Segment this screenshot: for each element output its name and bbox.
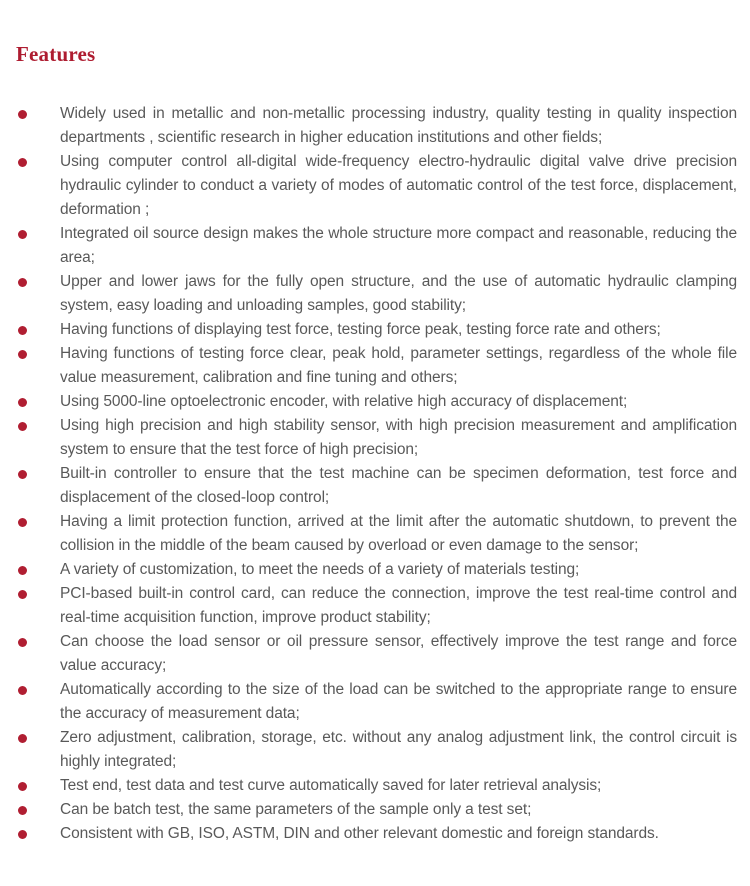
feature-item [0, 150, 737, 222]
feature-text: Test end, test data and test curve automatically saved for later retrieval analysis; [60, 777, 602, 794]
features-list [0, 102, 750, 870]
feature-text: Having functions of testing force clear, peak hold, parameter settings, regardless of the whole file value measurement, calibration and fine tuning and others; [60, 345, 737, 386]
bullet-icon [18, 110, 27, 119]
bullet-icon [18, 686, 27, 695]
bullet-icon [18, 590, 27, 599]
feature-text: Having a limit protection function, arrived at the limit after the automatic shutdown, to prevent the collision in the middle of the beam caused by overload or even damage to the sensor; [60, 513, 737, 554]
feature-text: Can be batch test, the same parameters of the sample only a test set; [60, 801, 532, 818]
feature-text: Consistent with GB, ISO, ASTM, DIN and other relevant domestic and foreign standards. [60, 825, 659, 842]
feature-text: Built-in controller to ensure that the test machine can be specimen deformation, test force and displacement of the closed-loop control; [60, 465, 737, 506]
bullet-icon [18, 806, 27, 815]
feature-text: Can choose the load sensor or oil pressure sensor, effectively improve the test range and force value accuracy; [60, 633, 737, 674]
bullet-icon [18, 278, 27, 287]
bullet-icon [18, 782, 27, 791]
feature-item [0, 390, 737, 414]
feature-item [0, 558, 737, 582]
feature-text: Using computer control all-digital wide-frequency electro-hydraulic digital valve drive precision hydraulic cylinder to conduct a variety of modes of automatic control of the test force, displacement, deformation ; [60, 153, 737, 218]
bullet-icon [18, 326, 27, 335]
bullet-icon [18, 518, 27, 527]
feature-text: Widely used in metallic and non-metallic processing industry, quality testing in quality inspection departments , scientific research in higher education institutions and other fields; [60, 105, 737, 146]
bullet-icon [18, 230, 27, 239]
feature-item [0, 726, 737, 774]
feature-text: Having functions of displaying test force, testing force peak, testing force rate and others; [60, 321, 661, 338]
feature-item [0, 510, 737, 558]
feature-item [0, 342, 737, 390]
feature-item [0, 798, 737, 822]
feature-text: Using high precision and high stability sensor, with high precision measurement and amplification system to ensure that the test force of high precision; [60, 417, 737, 458]
feature-item [0, 102, 737, 150]
bullet-icon [18, 350, 27, 359]
feature-text: Using 5000-line optoelectronic encoder, with relative high accuracy of displacement; [60, 393, 628, 410]
feature-item [0, 822, 737, 846]
bullet-icon [18, 830, 27, 839]
bullet-icon [18, 638, 27, 647]
feature-text: Zero adjustment, calibration, storage, etc. without any analog adjustment link, the control circuit is highly integrated; [60, 729, 737, 770]
feature-text: Upper and lower jaws for the fully open structure, and the use of automatic hydraulic clamping system, easy loading and unloading samples, good stability; [60, 273, 737, 314]
bullet-icon [18, 398, 27, 407]
feature-item [0, 678, 737, 726]
feature-item [0, 414, 737, 462]
feature-item [0, 222, 737, 270]
feature-text: A variety of customization, to meet the needs of a variety of materials testing; [60, 561, 580, 578]
bullet-icon [18, 566, 27, 575]
feature-item [0, 630, 737, 678]
section-title: Features [16, 42, 96, 66]
bullet-icon [18, 470, 27, 479]
feature-item [0, 318, 737, 342]
feature-item [0, 270, 737, 318]
feature-item [0, 462, 737, 510]
bullet-icon [18, 734, 27, 743]
bullet-icon [18, 158, 27, 167]
bullet-icon [18, 422, 27, 431]
feature-item [0, 774, 737, 798]
feature-text: Automatically according to the size of the load can be switched to the appropriate range to ensure the accuracy of measurement data; [60, 681, 737, 722]
feature-item [0, 582, 737, 630]
feature-text: Integrated oil source design makes the whole structure more compact and reasonable, reducing the area; [60, 225, 737, 266]
feature-text: PCI-based built-in control card, can reduce the connection, improve the test real-time control and real-time acquisition function, improve product stability; [60, 585, 737, 626]
